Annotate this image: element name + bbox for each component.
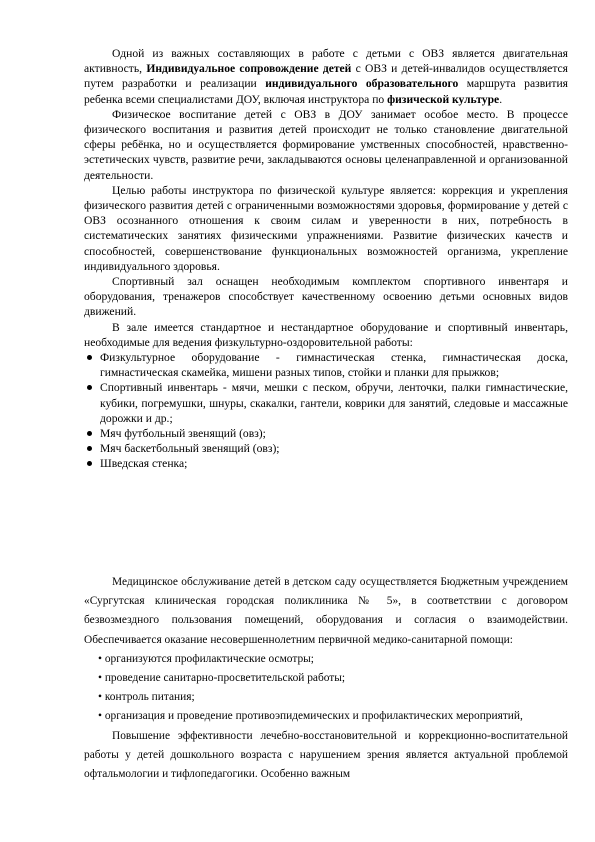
medical-service-section <box>84 573 568 784</box>
bold-text-run: физической культуре <box>387 92 500 106</box>
paragraph-motor-activity <box>84 46 568 107</box>
text-run: . <box>499 92 503 106</box>
list-item <box>84 441 568 456</box>
text-run: Одной из важных составляющих в работе с детьми с ОВЗ является двигательная активность, <box>84 47 568 76</box>
list-item <box>84 426 568 441</box>
text-run: маршрута развития ребенка всеми специалистами ДОУ, включая инструктора по <box>84 77 568 106</box>
list-item-text: Мяч баскетбольный звенящий (овз); <box>100 442 280 456</box>
bullet-icon <box>87 355 92 360</box>
bold-text-run: Индивидуальное сопровождение детей <box>146 62 352 76</box>
list-item-text: Спортивный инвентарь - мячи, мешки с песком, обручи, ленточки, палки гимнастические, кубики, погремушки, шнуры, скакалки, гантели, коврики для занятий, следовые и массажные дорожки и др.; <box>100 381 568 425</box>
medical-item: • организуются профилактические осмотры; <box>98 652 314 665</box>
paragraph-medical-service: Медицинское обслуживание детей в детском саду осуществляется Бюджетным учреждением «Сургутская клиническая городская поликлиника № 5», в соответствии с договором безвозмездного пользования помещений, оборудования и согласия о взаимодействии. Обеспечивается оказание несовершеннолетним первичной медико-санитарной помощи: <box>84 576 568 646</box>
medical-item: • контроль питания; <box>98 691 195 704</box>
bullet-icon <box>87 385 92 390</box>
equipment-list <box>84 350 568 472</box>
list-item-text: Мяч футбольный звенящий (овз); <box>100 427 266 441</box>
paragraph-instructor-goal: Целью работы инструктора по физической культуре является: коррекция и укрепления физического развития детей с ограниченными возможностями здоровья, формирование у детей с ОВЗ осознанного отношения к своим силам и уверенности в них, потребность в систематических занятиях физическими упражнениями. Развитие физических качеств и способностей, совершенствование функциональных возможностей организма, укрепление индивидуального здоровья. <box>84 183 568 273</box>
medical-item: • организация и проведение противоэпидемических и профилактических мероприятий, <box>98 710 523 723</box>
text-run: с ОВЗ и детей-инвалидов осуществляется путем разработки и реализации <box>84 62 569 91</box>
bullet-icon <box>87 446 92 451</box>
bold-text-run: индивидуального образовательного <box>265 77 459 91</box>
list-item <box>84 456 568 471</box>
paragraph-sports-hall: Спортивный зал оснащен необходимым комплектом спортивного инвентаря и оборудования, тренажеров способствует качественному освоению детьми основных видов движений. <box>84 275 568 319</box>
physical-education-section <box>84 46 568 472</box>
list-item-text: Шведская стенка; <box>100 457 188 471</box>
bullet-icon <box>87 461 92 466</box>
paragraph-physical-upbringing: Физическое воспитание детей с ОВЗ в ДОУ занимает особое место. В процессе физического воспитания и развития детей происходит не только становление двигательной сферы ребёнка, но и осуществляется формирование умственных способностей, нравственно-эстетических чувств, развитие речи, закладываются основы целенаправленной и организованной деятельности. <box>84 107 568 182</box>
medical-item: • проведение санитарно-просветительской работы; <box>98 672 346 685</box>
list-item-text: Физкультурное оборудование - гимнастическая стенка, гимнастическая доска, гимнастическая скамейка, мишени разных типов, стойки и планки для прыжков; <box>100 351 568 380</box>
list-item <box>84 380 568 426</box>
paragraph-equipment-intro: В зале имеется стандартное и нестандартное оборудование и спортивный инвентарь, необходимые для ведения физкультурно-оздоровительной работы: <box>84 320 568 349</box>
bullet-icon <box>87 431 92 436</box>
list-item <box>84 350 568 380</box>
paragraph-vision-correction: Повышение эффективности лечебно-восстановительной и коррекционно-воспитательной работы у детей дошкольного возраста с нарушением зрения является актуальной проблемой офтальмологии и тифлопедагогики. Особенно важным <box>84 729 568 781</box>
